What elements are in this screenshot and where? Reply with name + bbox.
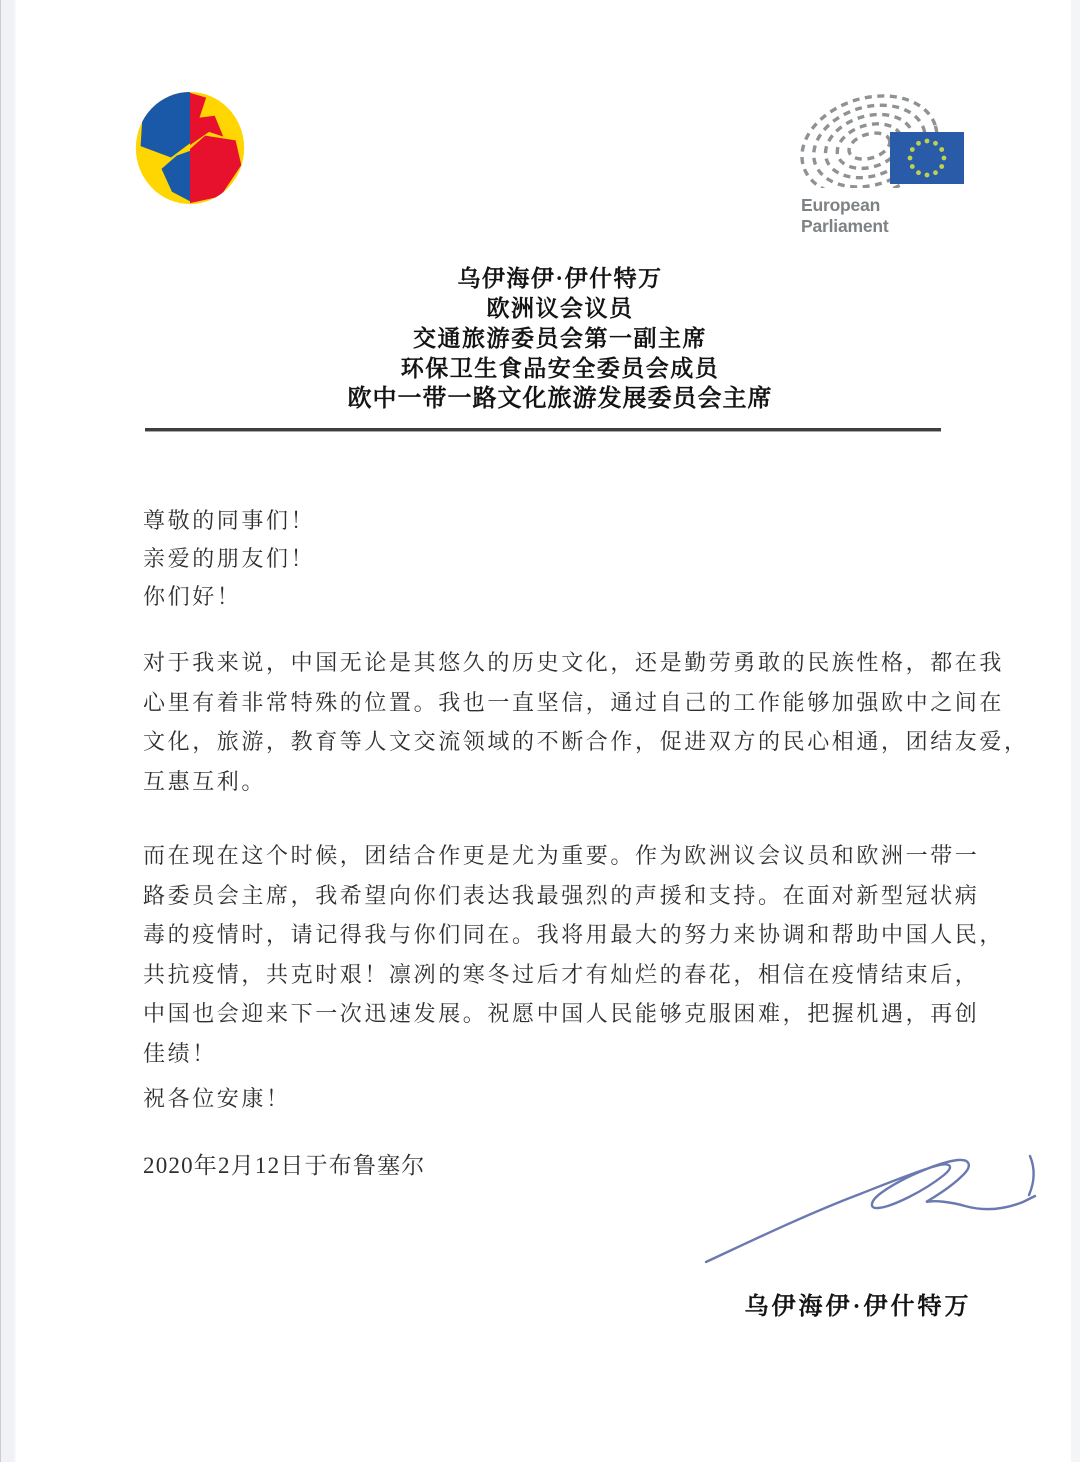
paragraph-line: 佳绩！ bbox=[143, 1040, 217, 1066]
paragraph-line: 心里有着非常特殊的位置。我也一直坚信，通过自己的工作能够加强欧中之间在 bbox=[143, 689, 1005, 715]
ep-hemicycle-icon bbox=[798, 86, 968, 188]
paragraph-2 bbox=[143, 836, 1004, 1073]
paragraph-line: 共抗疫情，共克时艰！凛冽的寒冬过后才有灿烂的春花，相信在疫情结束后， bbox=[143, 961, 980, 987]
greeting-line: 亲爱的朋友们！ bbox=[143, 546, 316, 571]
scan-gutter-left bbox=[0, 0, 16, 1462]
paragraph-line: 毒的疫情时，请记得我与你们同在。我将用最大的努力来协调和帮助中国人民， bbox=[143, 922, 1005, 947]
paragraph-line: 中国也会迎来下一次迅速发展。祝愿中国人民能够克服困难，把握机遇，再创 bbox=[143, 1001, 980, 1026]
scan-gutter-right bbox=[1071, 0, 1080, 1462]
sender-title-4: 欧中一带一路文化旅游发展委员会主席 bbox=[347, 386, 773, 412]
paragraph-line: 路委员会主席，我希望向你们表达我最强烈的声援和支持。在面对新型冠状病 bbox=[143, 882, 980, 908]
sender-title-1: 欧洲议会议员 bbox=[486, 296, 634, 321]
greeting-line: 尊敬的同事们！ bbox=[143, 508, 316, 533]
paragraph-line: 而在现在这个时候，团结合作更是尤为重要。作为欧洲议会议员和欧洲一带一 bbox=[143, 843, 980, 868]
paragraph-line: 文化，旅游，教育等人文交流领域的不断合作，促进双方的民心相通，团结友爱， bbox=[143, 729, 1029, 754]
letterhead bbox=[120, 264, 1000, 414]
signature-name: 乌伊海伊·伊什特万 bbox=[744, 1294, 972, 1320]
sender-title-3: 环保卫生食品安全委员会成员 bbox=[400, 356, 720, 381]
paragraph-line: 互惠互利。 bbox=[143, 768, 267, 794]
date-place-line: 2020年2月12日于布鲁塞尔 bbox=[143, 1153, 426, 1178]
ep-logo-label: European Parliament bbox=[801, 195, 889, 236]
handwritten-signature bbox=[692, 1150, 1048, 1272]
paragraph-line: 对于我来说，中国无论是其悠久的历史文化，还是勤劳勇敢的民族性格，都在我 bbox=[143, 650, 1005, 675]
sender-name: 乌伊海伊·伊什特万 bbox=[457, 266, 663, 291]
european-parliament-logo bbox=[798, 86, 968, 237]
closing-wish: 祝各位安康！ bbox=[143, 1086, 291, 1111]
greeting bbox=[143, 502, 315, 616]
letterhead-divider bbox=[145, 428, 941, 432]
paragraph-1 bbox=[143, 643, 1029, 801]
committee-logo-icon bbox=[133, 89, 247, 207]
sender-title-2: 交通旅游委员会第一副主席 bbox=[413, 326, 707, 351]
greeting-line: 你们好！ bbox=[143, 584, 242, 609]
